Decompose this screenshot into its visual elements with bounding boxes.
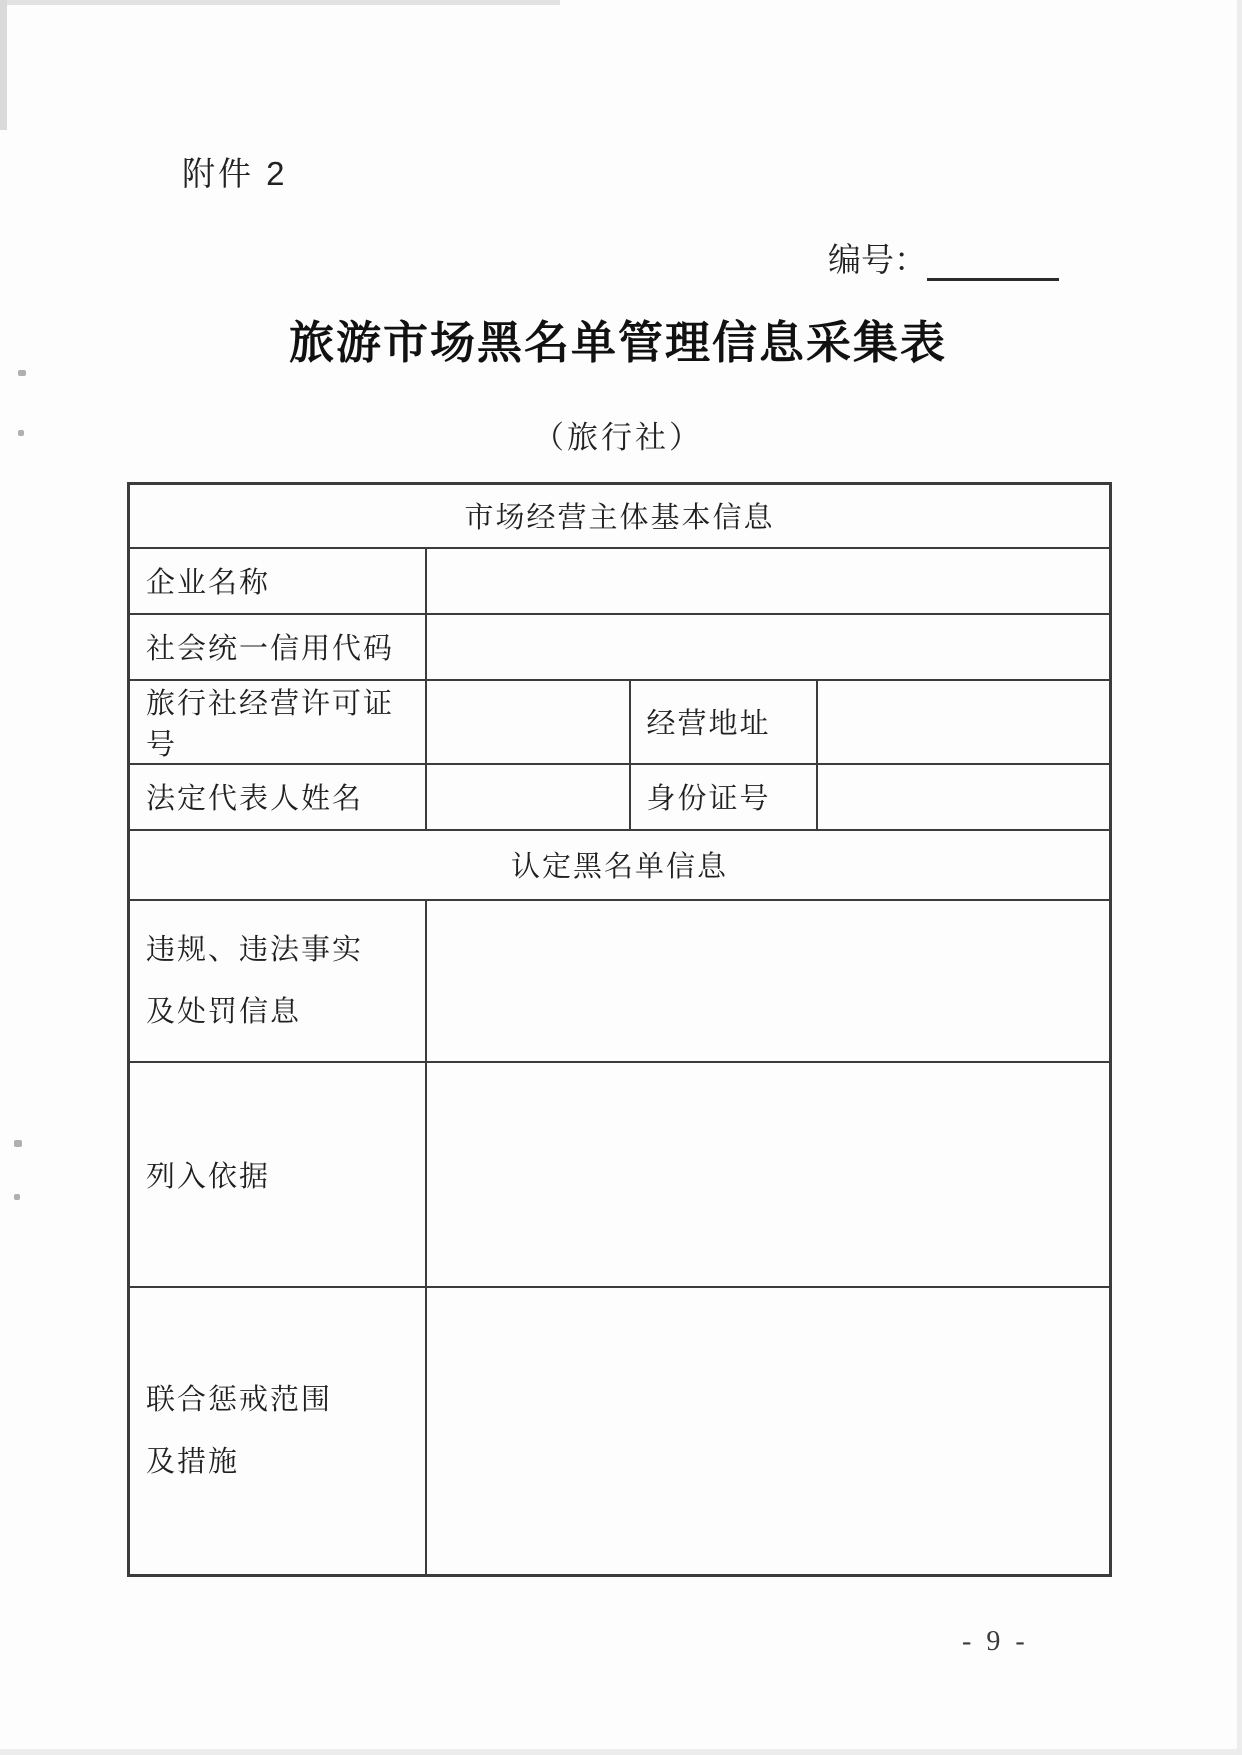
id-number-label: 身份证号 (630, 764, 817, 830)
enterprise-name-row (129, 548, 1111, 614)
section2-header: 认定黑名单信息 (129, 830, 1111, 900)
legal-rep-value-cell (426, 764, 630, 830)
scan-artifact-top (0, 0, 560, 5)
serial-number-blank (927, 247, 1059, 281)
page-number: - 9 - (962, 1626, 1029, 1657)
license-no-label: 旅行社经营许可证号 (129, 680, 426, 764)
violation-facts-row (129, 900, 1111, 1062)
serial-number-label: 编号： (828, 241, 927, 278)
id-number-value-cell (817, 764, 1111, 830)
license-address-row (129, 680, 1111, 764)
violation-facts-label-line1: 违规、违法事实 (146, 933, 364, 966)
section1-header: 市场经营主体基本信息 (129, 484, 1111, 548)
scan-speck (18, 430, 24, 436)
joint-punishment-label-line2: 及措施 (146, 1445, 240, 1478)
legal-rep-row (129, 764, 1111, 830)
section2-header-row (129, 830, 1111, 900)
scan-speck (14, 1194, 20, 1200)
blacklist-form-table (127, 482, 1112, 1577)
credit-code-label: 社会统一信用代码 (129, 614, 426, 680)
inclusion-basis-value-cell (426, 1062, 1111, 1287)
business-address-label: 经营地址 (630, 680, 817, 764)
inclusion-basis-label: 列入依据 (129, 1062, 426, 1287)
business-address-value-cell (817, 680, 1111, 764)
page-title: 旅游市场黑名单管理信息采集表 (288, 318, 947, 368)
license-no-value-cell (426, 680, 630, 764)
legal-rep-label: 法定代表人姓名 (129, 764, 426, 830)
attachment-label: 附件 2 (182, 155, 288, 192)
enterprise-name-label: 企业名称 (129, 548, 426, 614)
inclusion-basis-row (129, 1062, 1111, 1287)
page-subtitle: （旅行社） (533, 420, 703, 455)
violation-facts-value-cell (426, 900, 1111, 1062)
section1-header-row (129, 484, 1111, 548)
violation-facts-label (129, 900, 426, 1062)
credit-code-row (129, 614, 1111, 680)
scan-artifact-right-edge (1237, 0, 1242, 1755)
scan-artifact-bottom-edge (0, 1749, 1242, 1755)
scan-speck (14, 1140, 22, 1147)
serial-number-row (828, 234, 1059, 281)
joint-punishment-row (129, 1287, 1111, 1576)
credit-code-value-cell (426, 614, 1111, 680)
joint-punishment-value-cell (426, 1287, 1111, 1576)
violation-facts-label-line2: 及处罚信息 (146, 995, 302, 1028)
scan-artifact-left-edge (0, 0, 7, 130)
scan-speck (18, 370, 26, 376)
enterprise-name-value-cell (426, 548, 1111, 614)
joint-punishment-label-line1: 联合惩戒范围 (146, 1383, 333, 1416)
joint-punishment-label (129, 1287, 426, 1576)
